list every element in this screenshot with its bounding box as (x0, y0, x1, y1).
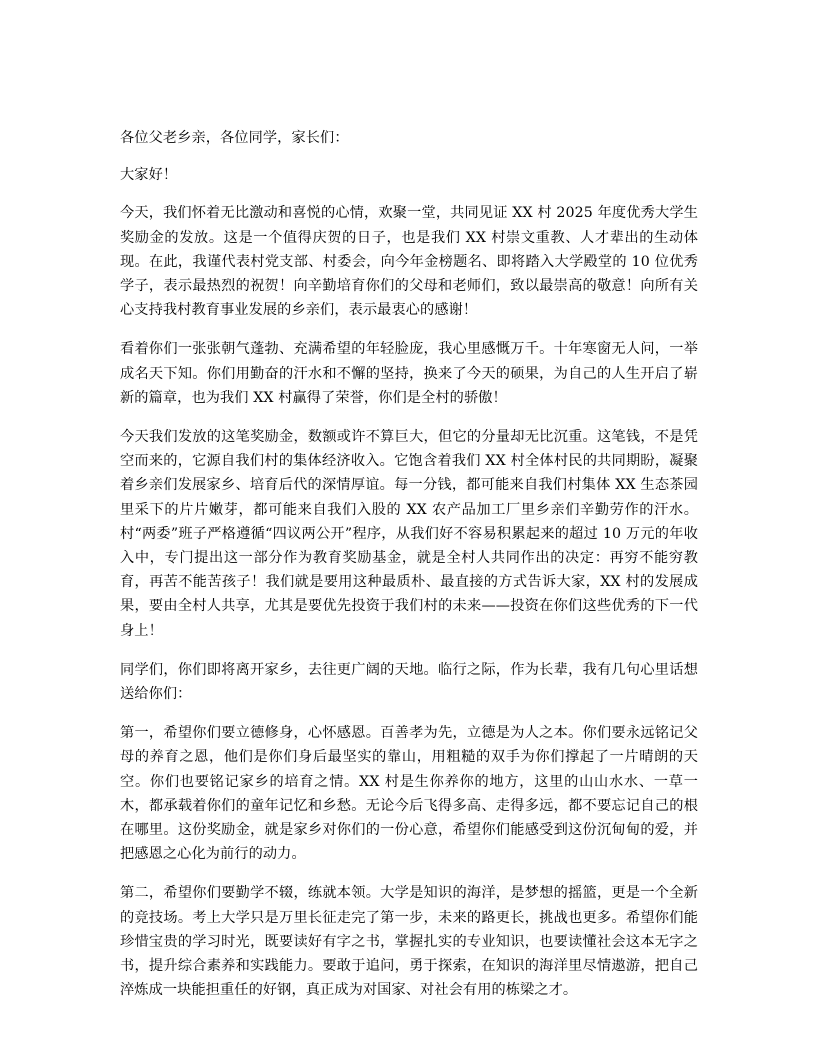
paragraph-pride: 看着你们一张张朝气蓬勃、充满希望的年轻脸庞，我心里感慨万千。十年寒窗无人问，一举成名天下知。你们用勤奋的汗水和不懈的坚持，换来了今天的硕果，为自己的人生开启了崭新的篇章，也为我们 XX 村赢得了荣誉，你们是全村的骄傲！ (120, 341, 698, 406)
speech-document (120, 126, 698, 1018)
salutation: 各位父老乡亲，各位同学，家长们： (120, 130, 349, 146)
paragraph-fund-origin: 今天我们发放的这笔奖励金，数额或许不算巨大，但它的分量却无比沉重。这笔钱，不是凭空而来的，它源自我们村的集体经济收入。它饱含着我们 XX 村全体村民的共同期盼，凝聚着乡亲们发展家乡、培育后代的深情厚谊。每一分钱，都可能来自我们村集体 XX 生态茶园里采下的片片嫩芽，都可能来自我们入股的 XX 农产品加工厂里乡亲们辛勤劳作的汗水。村“两委”班子严格遵循“四议两公开”程序，从我们好不容易积累起来的超过 10 万元的年收入中，专门提出这一部分作为教育奖励基金，就是全村人共同作出的决定：再穷不能穷教育，再苦不能苦孩子！我们就是要用这种最质朴、最直接的方式告诉大家，XX 村的发展成果，要由全村人共享，尤其是要优先投资于我们村的未来——投资在你们这些优秀的下一代身上！ (120, 429, 698, 639)
paragraph-advice-first: 第一，希望你们要立德修身，心怀感恩。百善孝为先，立德是为人之本。你们要永远铭记父母的养育之恩，他们是你们身后最坚实的靠山，用粗糙的双手为你们撑起了一片晴朗的天空。你们也要铭记家乡的培育之情。XX 村是生你养你的地方，这里的山山水水、一草一木，都承载着你们的童年记忆和乡愁。无论今后飞得多高、走得多远，都不要忘记自己的根在哪里。这份奖励金，就是家乡对你们的一份心意，希望你们能感受到这份沉甸甸的爱，并把感恩之心化为前行的动力。 (120, 725, 698, 863)
paragraph-advice-intro: 同学们，你们即将离开家乡，去往更广阔的天地。临行之际，作为长辈，我有几句心里话想送给你们： (120, 661, 698, 703)
greeting: 大家好！ (120, 167, 178, 184)
paragraph-advice-second: 第二，希望你们要勤学不辍，练就本领。大学是知识的海洋，是梦想的摇篮，更是一个全新的竞技场。考上大学只是万里长征走完了第一步，未来的路更长，挑战也更多。希望你们能珍惜宝贵的学习时光，既要读好有字之书，掌握扎实的专业知识，也要读懂社会这本无字之书，提升综合素养和实践能力。要敢于追问，勇于探索，在知识的海洋里尽情遨游，把自己淬炼成一块能担重任的好钢，真正成为对国家、对社会有用的栋梁之才。 (120, 885, 698, 999)
paragraph-opening: 今天，我们怀着无比激动和喜悦的心情，欢聚一堂，共同见证 XX 村 2025 年度优秀大学生奖励金的发放。这是一个值得庆贺的日子，也是我们 XX 村崇文重教、人才辈出的生动体现。在此，我谨代表村党支部、村委会，向今年金榜题名、即将踏入大学殿堂的 10 位优秀学子，表示最热烈的祝贺！向辛勤培育你们的父母和老师们，致以最崇高的敬意！向所有关心支持我村教育事业发展的乡亲们，表示最衷心的感谢！ (120, 205, 698, 319)
